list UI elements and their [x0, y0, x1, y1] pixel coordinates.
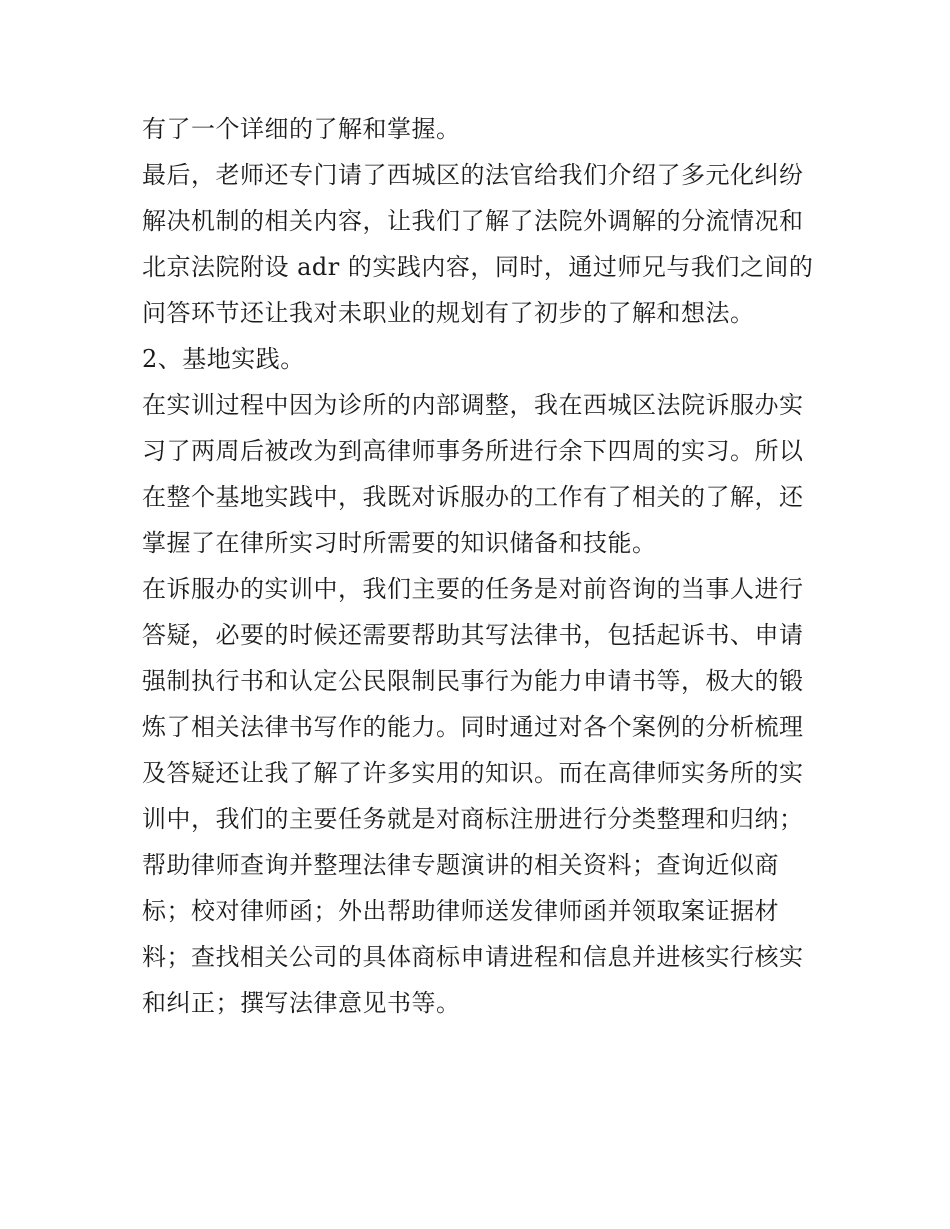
document-body	[142, 106, 822, 1026]
text-line: 和纠正；撰写法律意见书等。	[142, 989, 461, 1017]
text-line: 标；校对律师函；外出帮助律师送发律师函并领取案证据材	[142, 897, 779, 925]
text-line: 习了两周后被改为到高律师事务所进行余下四周的实习。所以	[142, 437, 804, 465]
text-line: 在诉服办的实训中，我们主要的任务是对前咨询的当事人进行	[142, 575, 804, 603]
text-line: 训中，我们的主要任务就是对商标注册进行分类整理和归纳；	[142, 805, 804, 833]
text-line: 在实训过程中因为诊所的内部调整，我在西城区法院诉服办实	[142, 391, 804, 419]
text-line: 炼了相关法律书写作的能力。同时通过对各个案例的分析梳理	[142, 713, 804, 741]
text-line: 及答疑还让我了解了许多实用的知识。而在高律师实务所的实	[142, 759, 804, 787]
text-line: 掌握了在律所实习时所需要的知识储备和技能。	[142, 529, 657, 557]
text-line: 最后，老师还专门请了西城区的法官给我们介绍了多元化纠纷	[142, 161, 804, 189]
text-line: 帮助律师查询并整理法律专题演讲的相关资料；查询近似商	[142, 851, 779, 879]
text-line: 问答环节还让我对未职业的规划有了初步的了解和想法。	[142, 299, 755, 327]
section-heading: 2、基地实践。	[142, 345, 305, 373]
text-line: 北京法院附设 adr 的实践内容，同时，通过师兄与我们之间的	[142, 253, 814, 281]
text-line: 在整个基地实践中，我既对诉服办的工作有了相关的了解，还	[142, 483, 804, 511]
text-line: 料；查找相关公司的具体商标申请进程和信息并进核实行核实	[142, 943, 804, 971]
text-line: 有了一个详细的了解和掌握。	[142, 115, 461, 143]
text-line: 答疑，必要的时候还需要帮助其写法律书，包括起诉书、申请	[142, 621, 804, 649]
text-line: 强制执行书和认定公民限制民事行为能力申请书等，极大的锻	[142, 667, 804, 695]
text-line: 解决机制的相关内容，让我们了解了法院外调解的分流情况和	[142, 207, 804, 235]
